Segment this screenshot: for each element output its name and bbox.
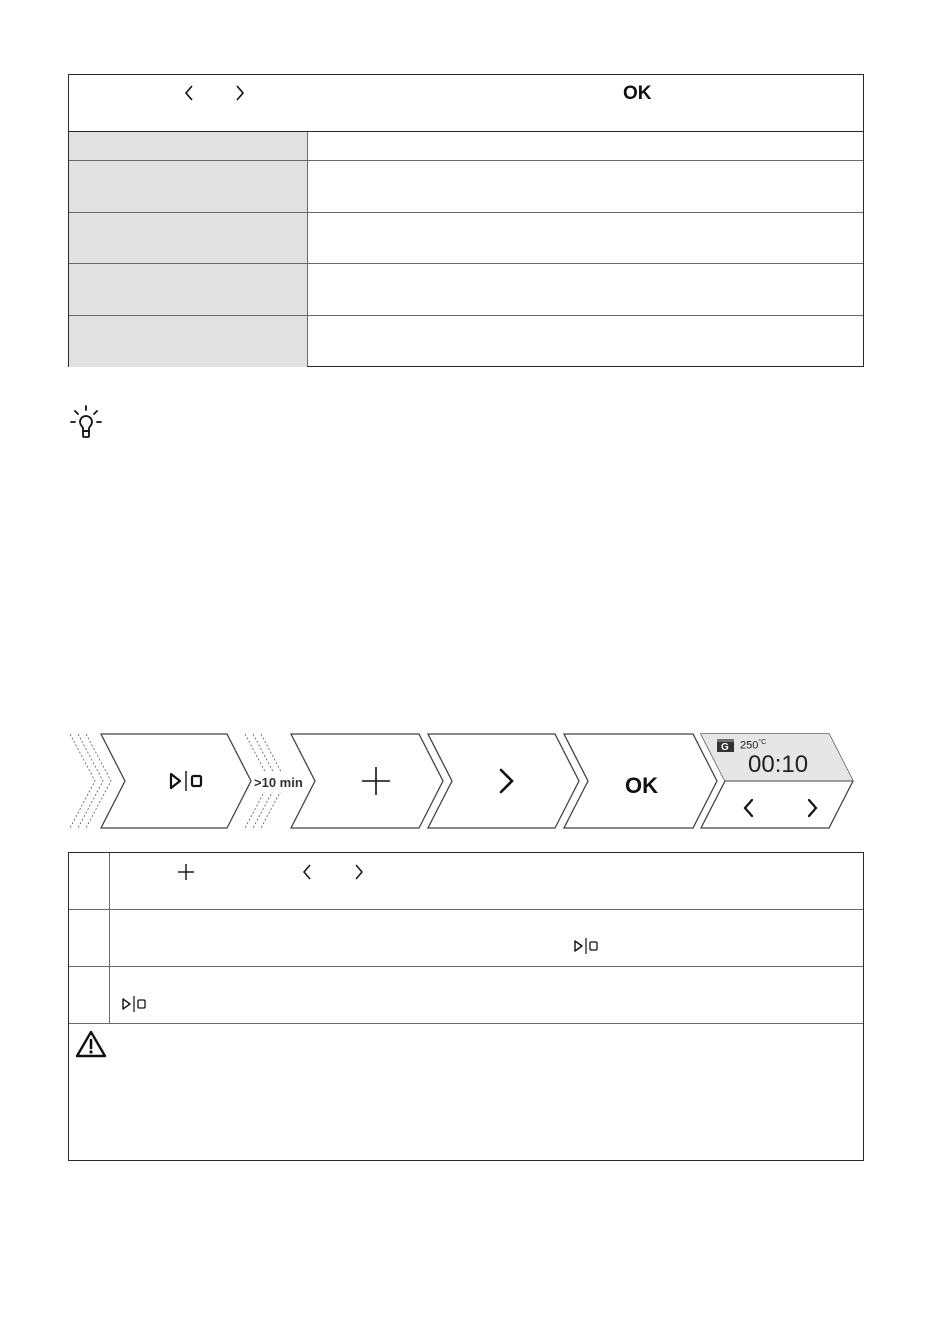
temperature-readout: $250^{^\circ C}$ [740, 739, 767, 752]
settings-table [68, 74, 864, 367]
table-row [69, 316, 863, 367]
lightbulb-icon [68, 404, 104, 442]
time-readout: 00:10 [748, 751, 809, 778]
table-header-row [69, 75, 863, 131]
steps-table [68, 852, 864, 1161]
step-next [428, 734, 579, 828]
step-start-stop [101, 734, 251, 828]
table-row [69, 853, 863, 909]
start-stop-icon [573, 937, 601, 955]
start-stop-icon [121, 995, 149, 1013]
table-row [69, 264, 863, 315]
delay-label: >10 min [254, 775, 303, 790]
ok-label: OK [625, 773, 658, 798]
table-row [69, 161, 863, 212]
plus-icon [177, 863, 195, 881]
table-row [69, 967, 863, 1023]
mode-letter: G [721, 742, 729, 753]
table-row [69, 213, 863, 263]
hatch-lead-in [70, 734, 111, 828]
chevron-left-icon [182, 83, 196, 103]
warning-icon [74, 1029, 108, 1059]
ok-label: OK [623, 83, 652, 104]
table-row [69, 910, 863, 966]
chevron-left-icon [300, 862, 314, 882]
chevron-right-icon [233, 83, 247, 103]
chevron-right-icon [352, 862, 366, 882]
table-row [69, 132, 863, 160]
